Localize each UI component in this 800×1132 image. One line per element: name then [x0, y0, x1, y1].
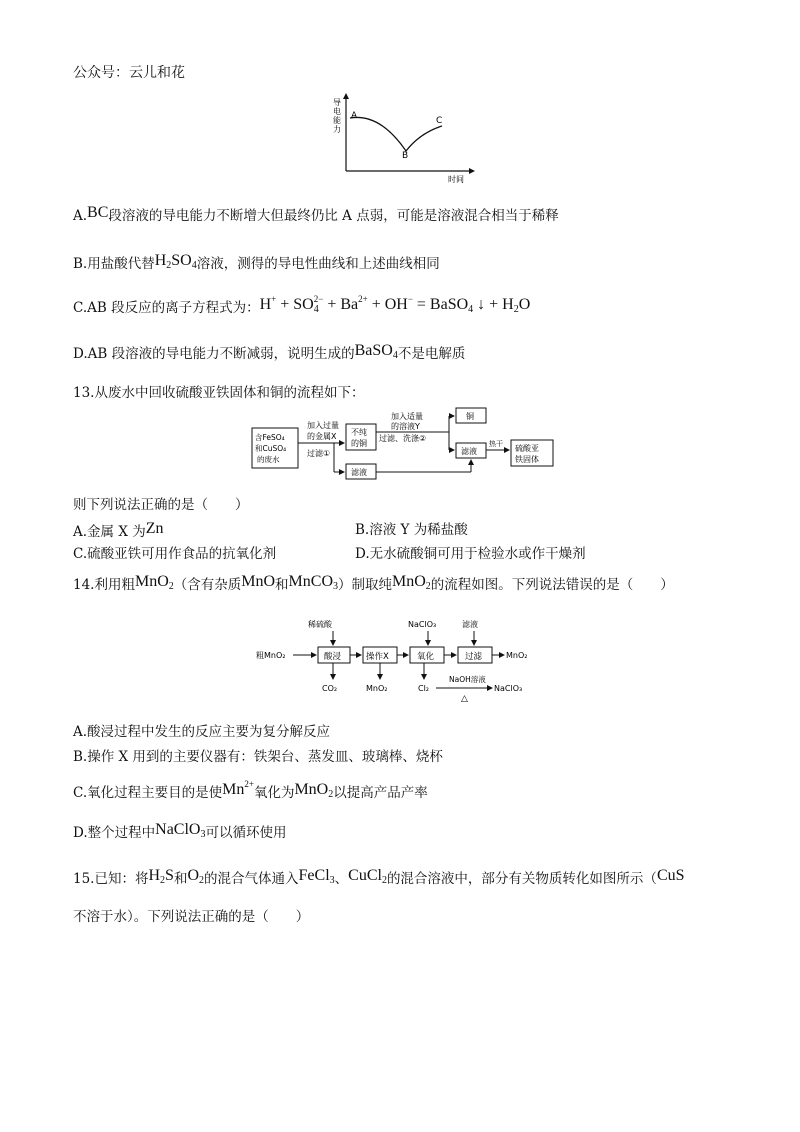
q14-option-b: B.操作 X 用到的主要仪器有：铁架台、蒸发皿、玻璃棒、烧杯 — [73, 749, 443, 765]
ionic-equation: $H^+ + SO_4^{2-} + Ba^{2+} + OH^-$ = BaSO$_4$ ↓ + $H_2O$ — [259, 294, 531, 315]
svg-text:铁固体: 铁固体 — [515, 455, 539, 464]
svg-text:粗MnO₂: 粗MnO₂ — [256, 651, 286, 660]
svg-text:的铜: 的铜 — [351, 439, 367, 448]
svg-text:氧化: 氧化 — [417, 652, 435, 662]
svg-text:加入适量: 加入适量 — [391, 412, 423, 421]
svg-text:MnO₂: MnO₂ — [506, 651, 528, 660]
svg-text:操作X: 操作X — [366, 652, 389, 662]
point-c-label: C — [436, 116, 443, 126]
svg-text:的溶液Y: 的溶液Y — [391, 422, 420, 431]
svg-text:硫酸亚: 硫酸亚 — [515, 444, 539, 453]
q13-option-a: A.金属 X 为Zn — [73, 520, 164, 540]
svg-text:过滤①: 过滤① — [307, 449, 331, 458]
q13-option-b: B.溶液 Y 为稀盐酸 — [355, 522, 468, 538]
svg-text:热干: 热干 — [489, 440, 503, 448]
svg-text:△: △ — [461, 694, 468, 704]
q15-stem-line1: 15.已知：将$H_2S$和$O_2$的混合气体通入FeCl$_3$、CuCl$_2$的混合溶液中，部分有关物质转化如图所示（CuS — [73, 867, 685, 887]
q13-option-c: C.硫酸亚铁可用作食品的抗氧化剂 — [73, 546, 277, 562]
q13-question: 则下列说法正确的是（ ） — [73, 497, 249, 513]
q12-option-c: C.AB 段反应的离子方程式为：$H^+ + SO_4^{2-} + Ba^{2+} + OH^-$ = BaSO$_4$ ↓ + $H_2O$ — [73, 294, 531, 316]
point-a-label: A — [351, 111, 358, 121]
svg-text:过滤: 过滤 — [465, 652, 483, 662]
svg-text:酸浸: 酸浸 — [324, 652, 342, 662]
svg-text:NaClO₃: NaClO₃ — [408, 620, 437, 629]
ylabel-char-4: 力 — [333, 125, 341, 134]
point-b-label: B — [402, 151, 409, 161]
svg-text:加入过量: 加入过量 — [307, 421, 339, 430]
q13-stem: 13.从废水中回收硫酸亚铁固体和铜的流程如下： — [73, 385, 365, 401]
header-text: 公众号：云儿和花 — [73, 65, 185, 81]
conductivity-curve — [350, 117, 442, 151]
q14-stem: 14.利用粗MnO$_2$（含有杂质MnO和MnCO$_3$）制取纯MnO$_2$的流程如图。下列说法错误的是（ ） — [73, 573, 674, 593]
svg-text:NaClO₃: NaClO₃ — [494, 684, 523, 693]
ylabel-char-2: 电 — [333, 107, 341, 116]
q13-flowchart — [249, 406, 559, 488]
svg-text:滤液: 滤液 — [462, 620, 478, 629]
svg-text:过滤、洗涤②: 过滤、洗涤② — [379, 434, 427, 443]
svg-text:滤液: 滤液 — [461, 447, 477, 456]
ylabel-char-3: 能 — [333, 116, 341, 125]
q12-option-d: D.AB 段溶液的导电能力不断减弱，说明生成的BaSO$_4$不是电解质 — [73, 342, 466, 362]
q14-option-c: C.氧化过程主要目的是使$Mn^{2+}$氧化为MnO$_2$以提高产品产率 — [73, 779, 428, 801]
svg-text:铜: 铜 — [466, 412, 474, 421]
q14-option-d: D.整个过程中NaClO$_3$可以循环使用 — [73, 821, 287, 841]
svg-text:含FeSO₄: 含FeSO₄ — [255, 433, 285, 442]
q12-option-a: A.BC段溶液的导电能力不断增大但最终仍比 A 点弱，可能是溶液混合相当于稀释 — [73, 204, 559, 224]
svg-text:CO₂: CO₂ — [322, 684, 338, 693]
q14-option-a: A.酸浸过程中发生的反应主要为复分解反应 — [73, 724, 331, 740]
svg-text:不纯: 不纯 — [351, 428, 367, 437]
q12-option-b: B.用盐酸代替$H_2SO_4$溶液，测得的导电性曲线和上述曲线相同 — [73, 252, 440, 272]
ylabel-char-1: 导 — [333, 98, 341, 107]
svg-text:MnO₂: MnO₂ — [366, 684, 388, 693]
svg-text:NaOH溶液: NaOH溶液 — [449, 675, 486, 684]
q13-option-d: D.无水硫酸铜可用于检验水或作干燥剂 — [355, 546, 586, 562]
svg-text:的金属X: 的金属X — [307, 432, 337, 441]
q15-stem-line2: 不溶于水）。下列说法正确的是（ ） — [73, 909, 310, 925]
svg-text:Cl₂: Cl₂ — [418, 684, 430, 693]
conductivity-graph — [330, 93, 480, 183]
q14-flowchart — [256, 617, 546, 705]
svg-text:稀硫酸: 稀硫酸 — [308, 620, 332, 629]
xlabel: 时间 — [448, 175, 464, 183]
svg-text:滤液: 滤液 — [351, 468, 367, 477]
svg-text:和CuSO₄: 和CuSO₄ — [255, 444, 287, 453]
svg-text:的废水: 的废水 — [257, 455, 280, 464]
